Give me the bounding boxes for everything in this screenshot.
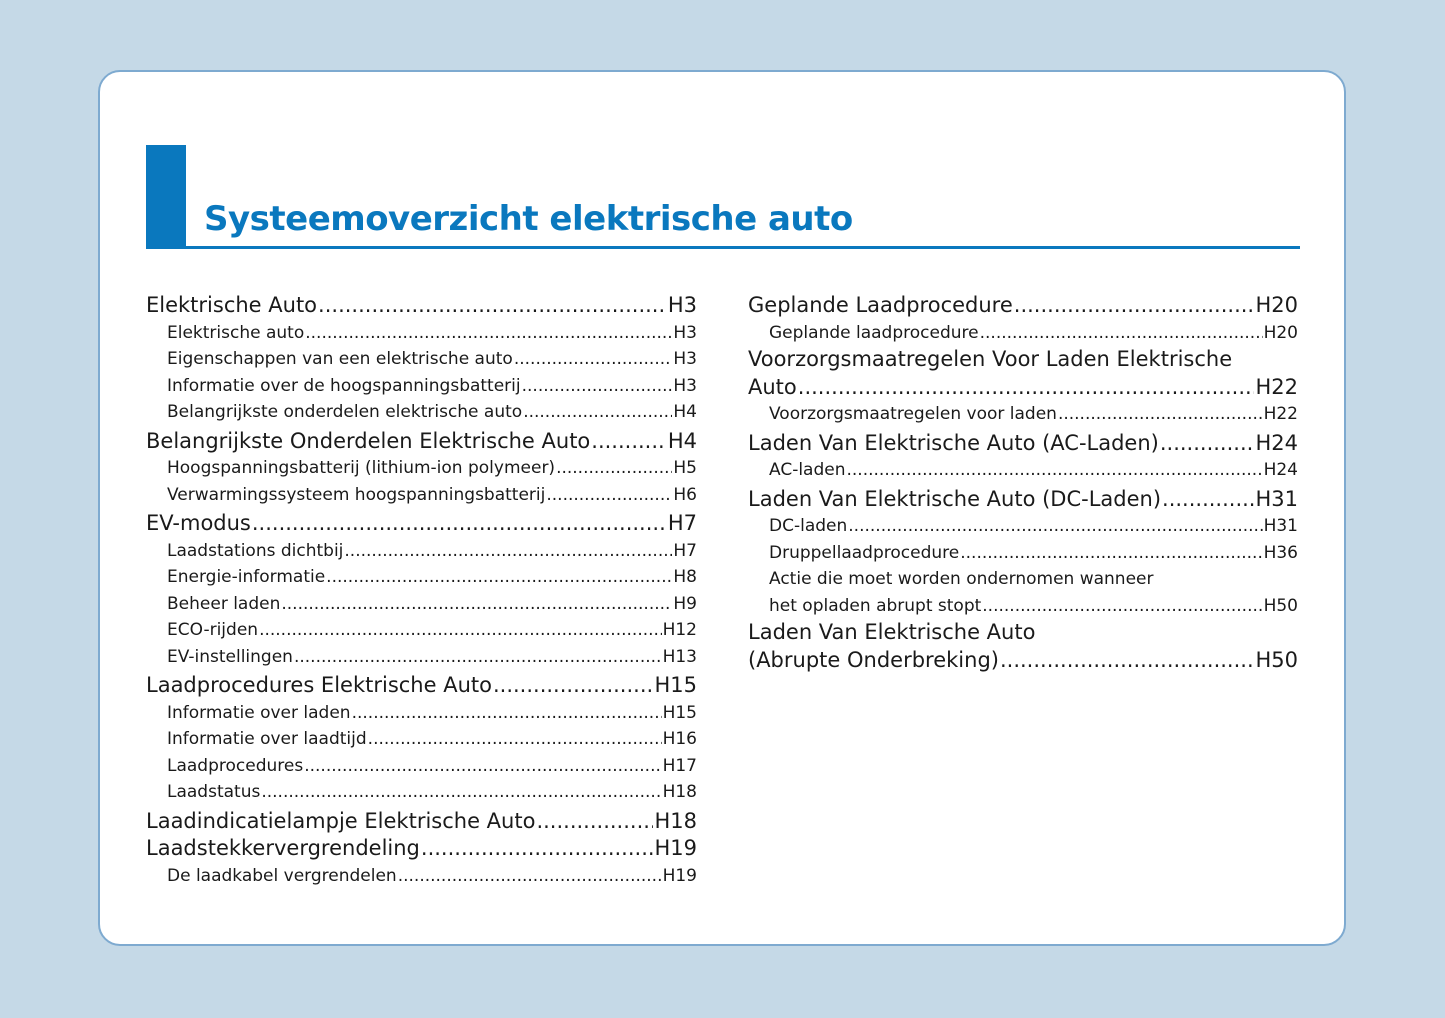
toc-page-number: H16 [662,729,697,749]
dot-leader [848,513,1262,540]
toc-page-number: H24 [1255,430,1298,455]
toc-subsection-entry[interactable] [748,401,1298,428]
dot-leader [294,644,662,671]
toc-entry-title: het opladen abrupt stopt [769,595,982,616]
toc-entry-title: Laadstekkervergrendeling [146,836,420,860]
toc-page-number: H12 [662,620,697,640]
toc-subsection-entry[interactable] [146,564,697,591]
toc-page-number: H31 [1263,516,1298,536]
toc-page-number: H3 [667,293,697,317]
toc-entry-title: Voorzorgsmaatregelen voor laden [769,404,1057,424]
toc-subsection-entry[interactable] [146,700,697,727]
toc-entry-title: Laadstations dichtbij [167,540,344,561]
toc-subsection-entry[interactable] [748,457,1298,484]
toc-subsection-entry[interactable] [146,346,697,373]
toc-section-entry[interactable] [748,486,1298,514]
toc-entry-title: Laadprocedures [167,755,304,776]
dot-leader [798,374,1255,402]
toc-section-entry[interactable] [146,292,697,320]
dot-leader [1162,486,1254,514]
dot-leader [368,726,662,753]
toc-subsection-entry[interactable] [146,726,697,753]
toc-subsection-entry[interactable] [146,644,697,671]
toc-entry-title: Auto [748,374,797,399]
dot-leader [344,538,672,565]
dot-leader [493,672,654,700]
toc-entry-text: Voorzorgsmaatregelen Voor Laden Elektrische [748,347,1233,371]
toc-page-number: H3 [673,375,697,396]
title-underline [146,246,1300,249]
toc-entry-text: Actie die moet worden ondernomen wanneer [769,569,1154,589]
toc-page-number: H24 [1263,460,1298,480]
toc-entry-title: Laadstatus [167,782,261,802]
toc-entry-title: Energie-informatie [167,567,326,587]
toc-subsection-entry[interactable] [146,617,697,644]
dot-leader [326,564,672,591]
toc-page-number: H3 [673,349,697,369]
dot-leader [1058,401,1263,428]
dot-leader [546,482,672,509]
toc-page-number: H13 [662,646,697,667]
toc-entry-title: (Abrupte Onderbreking) [748,647,999,672]
toc-section-entry[interactable] [748,292,1298,320]
dot-leader [1000,647,1255,675]
dot-leader [1160,430,1255,458]
page-title: Systeemoverzicht elektrische auto [204,199,853,239]
toc-page-number: H15 [654,673,697,697]
dot-leader [305,320,672,347]
toc-entry-title: EV-modus [146,511,251,535]
dot-leader [1014,292,1255,320]
dot-leader [522,373,673,400]
toc-subsection-entry[interactable] [146,538,697,565]
toc-page-number: H8 [673,567,697,587]
toc-entry-title: EV-instellingen [167,646,293,667]
dot-leader [536,808,653,836]
dot-leader [514,346,673,373]
toc-page-number: H19 [662,865,697,886]
toc-section-entry[interactable] [748,647,1298,675]
toc-section-entry[interactable] [146,835,697,863]
dot-leader [252,510,667,538]
toc-left-column [146,292,697,889]
toc-entry-title: Eigenschappen van een elektrische auto [167,349,513,369]
toc-page-number: H7 [673,540,697,561]
toc-subsection-entry[interactable] [146,482,697,509]
toc-page-number: H36 [1263,542,1298,563]
toc-section-entry[interactable] [748,374,1298,402]
toc-subsection-entry[interactable] [146,591,697,618]
toc-page-number: H7 [667,511,697,535]
dot-leader [591,428,667,456]
toc-entry-title: Hoogspanningsbatterij (lithium-ion polymeer) [167,458,556,478]
toc-subsection-entry[interactable] [146,863,697,890]
toc-page-number: H22 [1263,404,1298,424]
toc-subsection-entry[interactable] [146,753,697,780]
toc-entry-title: Elektrische auto [167,322,305,343]
dot-leader [421,835,654,863]
toc-entry-title: De laadkabel vergrendelen [167,865,397,886]
toc-page-number: H3 [673,322,697,343]
dot-leader [261,779,661,806]
toc-subsection-entry[interactable] [748,593,1298,620]
toc-entry-title: Belangrijkste Onderdelen Elektrische Auto [146,428,591,453]
toc-subsection-entry[interactable] [748,513,1298,540]
toc-right-column [748,292,1298,674]
toc-entry-title: Druppellaadprocedure [769,542,960,563]
toc-entry-title: Informatie over laadtijd [167,729,367,749]
dot-leader [980,320,1263,347]
dot-leader [304,753,661,780]
toc-page-number: H9 [673,593,697,614]
toc-page-number: H31 [1255,486,1298,511]
toc-section-entry[interactable] [146,428,697,456]
toc-card [98,70,1346,946]
toc-entry-title: Geplande Laadprocedure [748,293,1013,317]
toc-page-number: H17 [662,755,697,776]
toc-entry-title: Informatie over de hoogspanningsbatterij [167,375,521,396]
dot-leader [556,455,672,482]
toc-entry-title: ECO-rijden [167,620,259,640]
toc-entry-title: Laadprocedures Elektrische Auto [146,673,492,697]
dot-leader [259,617,662,644]
toc-page-number: H19 [654,836,697,860]
toc-page-number: H6 [673,484,697,505]
toc-entry-title: Laden Van Elektrische Auto (AC-Laden) [748,430,1159,455]
toc-entry-title: Informatie over laden [167,702,351,723]
toc-subsection-entry[interactable] [748,320,1298,347]
toc-subsection-entry[interactable] [146,373,697,400]
title-accent-bar [146,145,186,249]
toc-page-number: H18 [654,808,697,833]
toc-entry-title: Beheer laden [167,593,281,614]
toc-page-number: H5 [673,458,697,478]
toc-page-number: H18 [662,782,697,802]
toc-page-number: H4 [667,428,697,453]
toc-page-number: H50 [1263,595,1298,616]
toc-entry-title: Elektrische Auto [146,293,318,317]
dot-leader [352,700,662,727]
toc-subsection-entry[interactable] [748,540,1298,567]
toc-subsection-entry[interactable] [146,455,697,482]
dot-leader [318,292,667,320]
toc-entry-text: Laden Van Elektrische Auto [748,620,1036,644]
toc-section-entry[interactable] [146,808,697,836]
toc-subsection-entry[interactable] [146,779,697,806]
toc-page-number: H15 [662,702,697,723]
toc-entry-title: Geplande laadprocedure [769,322,979,343]
toc-page-number: H4 [673,402,697,422]
toc-section-entry[interactable] [146,672,697,700]
toc-entry-title: Laadindicatielampje Elektrische Auto [146,808,536,833]
toc-entry-title: Laden Van Elektrische Auto (DC-Laden) [748,486,1162,511]
toc-section-entry[interactable] [146,510,697,538]
toc-page-number: H22 [1255,374,1298,399]
toc-subsection-entry[interactable] [146,320,697,347]
toc-subsection-entry[interactable] [146,399,697,426]
dot-leader [398,863,662,890]
toc-section-entry[interactable] [748,430,1298,458]
toc-page-number: H20 [1255,293,1298,317]
toc-page-number: H20 [1263,322,1298,343]
toc-entry-title: Verwarmingssysteem hoogspanningsbatterij [167,484,546,505]
dot-leader [847,457,1263,484]
toc-entry-title: DC-laden [769,516,848,536]
dot-leader [982,593,1262,620]
toc-page-number: H50 [1255,647,1298,672]
toc-entry-title: Belangrijkste onderdelen elektrische auto [167,402,523,422]
dot-leader [523,399,672,426]
dot-leader [281,591,672,618]
dot-leader [960,540,1262,567]
toc-entry-title: AC-laden [769,460,846,480]
